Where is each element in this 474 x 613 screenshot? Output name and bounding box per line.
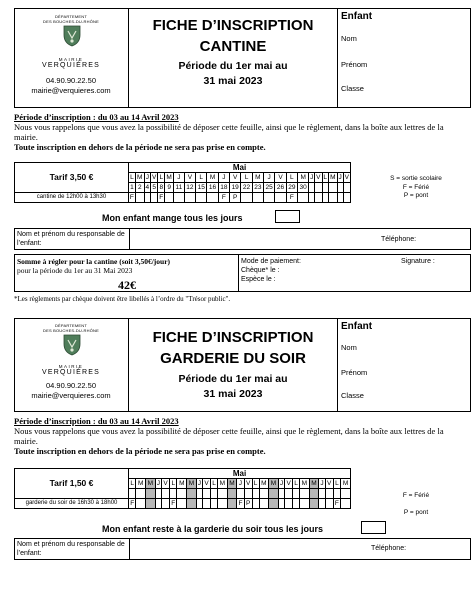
day-date bbox=[285, 489, 293, 499]
period-line-2: 31 mai 2023 bbox=[203, 388, 263, 400]
legend-item: P = pont bbox=[403, 508, 429, 516]
day-letter: J bbox=[310, 174, 314, 181]
somme-line-2: pour la période du 1er au 31 Mai 2023 bbox=[17, 266, 133, 275]
day-letter: V bbox=[316, 174, 321, 181]
day-checkbox-cell[interactable] bbox=[259, 498, 269, 508]
logo-cell bbox=[14, 8, 129, 108]
day-checkbox-cell[interactable] bbox=[241, 193, 252, 203]
telephone-label: Téléphone: bbox=[371, 545, 407, 552]
period-line-1: Période du 1er mai au bbox=[178, 373, 288, 385]
day-checkbox-cell[interactable] bbox=[162, 498, 170, 508]
tarif-label: Tarif 3,50 € bbox=[15, 163, 129, 193]
day-checkbox-cell[interactable]: P bbox=[245, 499, 251, 507]
day-checkbox-cell[interactable] bbox=[203, 498, 211, 508]
legend-item: P = pont bbox=[403, 192, 429, 199]
mairie-name: VERQUIÈRES bbox=[42, 62, 100, 69]
legend-item: S = sortie scolaire bbox=[390, 175, 442, 182]
coat-of-arms-icon bbox=[63, 334, 81, 356]
day-date: 19 bbox=[230, 183, 241, 193]
child-heading: Enfant bbox=[341, 11, 373, 22]
day-letter: V bbox=[326, 480, 332, 487]
mairie-phone: 04.90.90.22.50 bbox=[45, 76, 97, 85]
day-letter: J bbox=[145, 174, 149, 181]
all-days-checkbox-garderie[interactable] bbox=[361, 521, 386, 534]
day-date bbox=[162, 489, 170, 499]
day-letter: M bbox=[341, 479, 351, 489]
day-date: 22 bbox=[241, 183, 252, 193]
child-prenom-field[interactable]: Prénom bbox=[341, 368, 368, 377]
mairie-label: MAIRIE bbox=[58, 364, 84, 369]
day-date: 12 bbox=[184, 183, 195, 193]
mairie-name: VERQUIÈRES bbox=[42, 369, 100, 376]
day-checkbox-cell[interactable] bbox=[151, 193, 158, 203]
day-date bbox=[300, 489, 310, 499]
day-letter: M bbox=[207, 173, 218, 183]
day-checkbox-cell[interactable]: F bbox=[171, 499, 176, 507]
day-date bbox=[244, 489, 252, 499]
child-nom-field[interactable]: Nom bbox=[341, 34, 357, 43]
day-letter: V bbox=[275, 173, 286, 183]
department-line-1: DÉPARTEMENT bbox=[54, 323, 88, 328]
day-date bbox=[177, 489, 187, 499]
day-checkbox-cell[interactable] bbox=[174, 193, 185, 203]
day-letter: J bbox=[174, 173, 185, 183]
day-checkbox-cell[interactable] bbox=[285, 498, 293, 508]
day-date bbox=[187, 489, 197, 499]
day-letter: M bbox=[146, 479, 156, 489]
day-date bbox=[328, 183, 337, 193]
telephone-label: Téléphone: bbox=[381, 236, 417, 243]
day-date bbox=[293, 489, 300, 499]
mairie-email: mairie@verquieres.com bbox=[31, 86, 111, 95]
month-header: Mai bbox=[129, 163, 351, 173]
day-checkbox-cell[interactable]: F bbox=[130, 499, 135, 507]
day-letter: L bbox=[171, 480, 176, 487]
day-checkbox-cell[interactable]: F bbox=[159, 194, 164, 201]
day-date: 18 bbox=[218, 183, 229, 193]
day-letter: M bbox=[166, 174, 172, 181]
day-date bbox=[333, 489, 340, 499]
day-letter: J bbox=[156, 480, 160, 487]
day-date bbox=[203, 489, 211, 499]
month-header: Mai bbox=[129, 469, 351, 479]
responsable-field[interactable] bbox=[129, 538, 130, 560]
form-subtitle: GARDERIE DU SOIR bbox=[160, 350, 306, 367]
mairie-label: MAIRIE bbox=[58, 57, 84, 62]
day-date: 5 bbox=[152, 184, 157, 191]
day-checkbox-cell[interactable] bbox=[309, 498, 319, 508]
cheque-note: *Les règlements par chèque doivent être libellés à l’ordre du "Trésor public". bbox=[14, 295, 231, 303]
day-checkbox-cell[interactable] bbox=[252, 193, 263, 203]
day-checkbox-cell[interactable] bbox=[211, 498, 218, 508]
responsable-row-garderie bbox=[14, 538, 471, 560]
day-date bbox=[136, 489, 146, 499]
child-cell bbox=[337, 318, 471, 412]
day-checkbox-cell[interactable] bbox=[315, 193, 322, 203]
day-letter: V bbox=[163, 480, 168, 487]
day-date bbox=[211, 489, 218, 499]
day-letter: L bbox=[130, 480, 135, 487]
day-letter: J bbox=[320, 480, 324, 487]
day-letter: L bbox=[130, 174, 134, 181]
day-letter: M bbox=[297, 173, 308, 183]
child-heading: Enfant bbox=[341, 321, 373, 332]
day-letter: V bbox=[286, 480, 291, 487]
day-letter: J bbox=[279, 480, 284, 487]
child-classe-field[interactable]: Classe bbox=[341, 84, 364, 93]
day-date: 9 bbox=[165, 183, 174, 193]
registration-period bbox=[14, 112, 469, 152]
day-letter: M bbox=[217, 479, 227, 489]
day-date bbox=[315, 183, 322, 193]
day-checkbox-cell[interactable]: F bbox=[238, 499, 243, 507]
day-date: 1 bbox=[130, 184, 134, 191]
day-date bbox=[309, 489, 319, 499]
day-date bbox=[146, 489, 156, 499]
day-checkbox-cell[interactable] bbox=[300, 498, 310, 508]
all-days-label-garderie: Mon enfant reste à la garderie du soir tous les jours bbox=[102, 524, 324, 534]
form-title: FICHE D’INSCRIPTION bbox=[152, 329, 314, 346]
day-checkbox-cell[interactable] bbox=[184, 193, 195, 203]
day-checkbox-cell[interactable] bbox=[135, 193, 144, 203]
day-checkbox-cell[interactable] bbox=[264, 193, 275, 203]
child-cell bbox=[337, 8, 471, 108]
day-letter: L bbox=[241, 173, 252, 183]
payment-divider bbox=[238, 254, 239, 292]
day-letter: J bbox=[237, 479, 244, 489]
day-letter: M bbox=[227, 479, 237, 489]
responsable-row-cantine bbox=[14, 228, 471, 250]
legend-item: F = Férié bbox=[402, 183, 430, 191]
mairie-email: mairie@verquieres.com bbox=[31, 391, 111, 400]
calendar-table-garderie bbox=[14, 468, 351, 509]
day-checkbox-cell[interactable]: P bbox=[230, 193, 241, 203]
responsable-field[interactable] bbox=[129, 228, 130, 250]
day-letter: V bbox=[230, 173, 241, 183]
signature-field[interactable]: Signature : bbox=[401, 258, 435, 265]
logo-cell bbox=[14, 318, 129, 412]
mairie-phone: 04.90.90.22.50 bbox=[45, 381, 97, 390]
day-letter: M bbox=[259, 479, 269, 489]
legend-garderie bbox=[366, 492, 466, 517]
day-date: 11 bbox=[175, 184, 183, 191]
day-date bbox=[259, 489, 269, 499]
day-letter: V bbox=[344, 174, 349, 181]
price-amount: 42€ bbox=[118, 278, 136, 292]
day-checkbox-cell[interactable]: F bbox=[334, 499, 339, 507]
day-date: 25 bbox=[264, 183, 275, 193]
day-letter: L bbox=[196, 173, 207, 183]
day-date: 4 bbox=[145, 184, 150, 191]
legend-cantine bbox=[366, 175, 466, 201]
day-letter: M bbox=[177, 479, 187, 489]
day-letter: J bbox=[197, 480, 201, 487]
tarif-label: Tarif 1,50 € bbox=[15, 469, 129, 499]
department-line-1: DÉPARTEMENT bbox=[54, 14, 88, 19]
department-line-2: DES BOUCHES-DU-RHÔNE bbox=[42, 328, 99, 333]
day-checkbox-cell[interactable] bbox=[196, 193, 207, 203]
rule-text: Toute inscription en dehors de la période ne sera pas prise en compte. bbox=[14, 142, 266, 152]
day-letter: V bbox=[245, 480, 251, 487]
child-classe-field[interactable]: Classe bbox=[341, 391, 364, 400]
day-letter: M bbox=[252, 173, 263, 183]
calendar-table-cantine bbox=[14, 162, 351, 203]
child-prenom-field[interactable]: Prénom bbox=[341, 60, 368, 69]
day-date bbox=[129, 489, 136, 499]
day-checkbox-cell[interactable] bbox=[227, 498, 237, 508]
day-checkbox-cell[interactable] bbox=[269, 498, 279, 508]
day-letter: L bbox=[323, 174, 327, 181]
day-letter: L bbox=[335, 480, 339, 487]
day-letter: M bbox=[300, 479, 310, 489]
title-cell bbox=[129, 9, 337, 107]
day-letter: J bbox=[264, 173, 275, 183]
day-letter: M bbox=[187, 479, 197, 489]
period-line-1: Période du 1er mai au bbox=[178, 60, 288, 72]
registration-period bbox=[14, 416, 469, 456]
responsable-label: Nom et prénom du responsable de l’enfant: bbox=[17, 541, 125, 557]
day-date bbox=[343, 183, 350, 193]
service-hours-label: cantine de 12h00 à 13h30 bbox=[15, 193, 129, 203]
day-checkbox-cell[interactable] bbox=[325, 498, 333, 508]
responsable-label: Nom et prénom du responsable de l’enfant: bbox=[17, 231, 125, 247]
day-letter: L bbox=[294, 480, 298, 487]
day-checkbox-cell[interactable] bbox=[207, 193, 218, 203]
rule-text: Toute inscription en dehors de la période ne sera pas prise en compte. bbox=[14, 446, 266, 456]
day-checkbox-cell[interactable] bbox=[165, 193, 174, 203]
period-line-2: 31 mai 2023 bbox=[203, 75, 263, 87]
intro-text: Nous vous rappelons que vous avez la possibilité de déposer cette feuille, ainsi que le règlement, dans la boîte aux lettres de la mairie. bbox=[14, 426, 444, 446]
day-letter: M bbox=[309, 479, 319, 489]
form-title: FICHE D’INSCRIPTION bbox=[152, 17, 314, 34]
day-letter: M bbox=[136, 479, 146, 489]
day-letter: J bbox=[218, 173, 229, 183]
day-letter: J bbox=[338, 174, 342, 181]
day-checkbox-cell[interactable] bbox=[297, 193, 308, 203]
intro-text: Nous vous rappelons que vous avez la possibilité de déposer cette feuille, ainsi que le règlement, dans la boîte aux lettres de la mairie. bbox=[14, 122, 444, 142]
day-letter: L bbox=[212, 480, 216, 487]
somme-text bbox=[17, 257, 237, 275]
day-letter: M bbox=[137, 174, 143, 181]
day-date: 2 bbox=[135, 183, 144, 193]
day-checkbox-cell[interactable] bbox=[187, 498, 197, 508]
espece-field[interactable]: Espèce le : bbox=[241, 276, 276, 283]
legend-item: F = Férié bbox=[402, 492, 430, 499]
registration-period-text: Période d’inscription : du 03 au 14 Avril 2023 bbox=[14, 416, 179, 426]
day-checkbox-cell[interactable] bbox=[293, 498, 300, 508]
day-checkbox-cell[interactable] bbox=[252, 498, 259, 508]
all-days-label-cantine: Mon enfant mange tous les jours bbox=[102, 213, 243, 223]
header-box-garderie bbox=[14, 318, 471, 412]
registration-period-text: Période d’inscription : du 03 au 14 Avril 2023 bbox=[14, 112, 179, 122]
day-date: 8 bbox=[159, 184, 164, 191]
day-date bbox=[227, 489, 237, 499]
day-letter: V bbox=[184, 173, 195, 183]
day-date: 15 bbox=[196, 183, 207, 193]
day-checkbox-cell[interactable] bbox=[136, 498, 146, 508]
child-nom-field[interactable]: Nom bbox=[341, 343, 357, 352]
coat-of-arms-icon bbox=[63, 25, 81, 47]
day-letter: L bbox=[286, 173, 297, 183]
day-checkbox-cell[interactable] bbox=[177, 498, 187, 508]
day-checkbox-cell[interactable] bbox=[146, 498, 156, 508]
service-hours-label: garderie du soir de 16h30 à 18h00 bbox=[15, 498, 129, 508]
day-letter: L bbox=[253, 480, 258, 487]
day-date bbox=[237, 489, 244, 499]
day-date bbox=[325, 489, 333, 499]
day-letter: V bbox=[152, 174, 157, 181]
day-letter: L bbox=[159, 174, 164, 181]
day-date bbox=[341, 489, 351, 499]
day-date: 26 bbox=[275, 183, 286, 193]
day-letter: M bbox=[330, 174, 336, 181]
day-checkbox-cell[interactable]: F bbox=[129, 194, 134, 201]
day-date bbox=[170, 489, 177, 499]
day-date bbox=[269, 489, 279, 499]
day-checkbox-cell[interactable]: F bbox=[286, 193, 297, 203]
day-checkbox-cell[interactable] bbox=[328, 193, 337, 203]
title-cell bbox=[129, 319, 337, 411]
day-date: 29 bbox=[286, 183, 297, 193]
all-days-checkbox-cantine[interactable] bbox=[275, 210, 300, 223]
day-checkbox-cell[interactable] bbox=[343, 193, 350, 203]
cheque-field[interactable]: Chèque* le : bbox=[241, 267, 280, 274]
day-checkbox-cell[interactable] bbox=[341, 498, 351, 508]
form-subtitle: CANTINE bbox=[199, 38, 267, 55]
header-box-cantine bbox=[14, 8, 471, 108]
day-date bbox=[217, 489, 227, 499]
day-checkbox-cell[interactable] bbox=[217, 498, 227, 508]
day-checkbox-cell[interactable] bbox=[275, 193, 286, 203]
payment-mode-label: Mode de paiement: bbox=[241, 258, 301, 265]
day-date: 30 bbox=[297, 183, 308, 193]
payment-mode bbox=[241, 257, 301, 284]
day-date: 16 bbox=[207, 183, 218, 193]
day-letter: M bbox=[269, 479, 279, 489]
day-checkbox-cell[interactable]: F bbox=[218, 193, 229, 203]
day-letter: V bbox=[204, 480, 209, 487]
day-date bbox=[252, 489, 259, 499]
payment-box-cantine bbox=[14, 254, 471, 292]
somme-line-1: Somme à régler pour la cantine (soit 3,50€/jour) bbox=[17, 257, 171, 266]
department-line-2: DES BOUCHES-DU-RHÔNE bbox=[42, 19, 99, 24]
day-date: 23 bbox=[252, 183, 263, 193]
